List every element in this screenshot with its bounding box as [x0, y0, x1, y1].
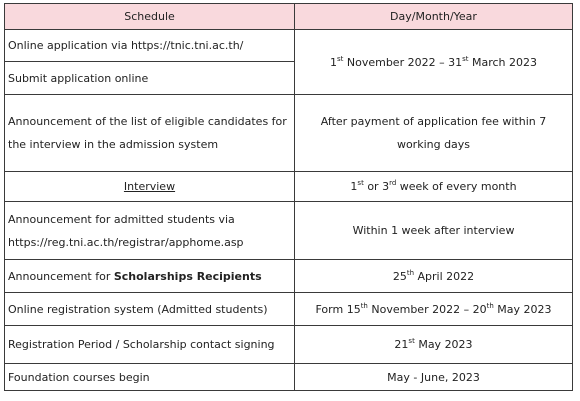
- schedule-cell: Submit application online: [5, 62, 295, 95]
- table-row: [5, 202, 573, 260]
- table-row: [5, 364, 573, 391]
- schedule-table: [4, 3, 573, 391]
- header-date: Day/Month/Year: [295, 4, 573, 30]
- schedule-cell: Announcement of the list of eligible candidates for the interview in the admission system: [5, 95, 295, 172]
- schedule-cell: Announcement for Scholarships Recipients: [5, 260, 295, 293]
- date-cell: Within 1 week after interview: [295, 202, 573, 260]
- schedule-cell: Registration Period / Scholarship contact signing: [5, 326, 295, 364]
- date-cell: 1st or 3rd week of every month: [295, 172, 573, 202]
- table-row: [5, 30, 573, 62]
- schedule-cell: Online registration system (Admitted students): [5, 293, 295, 326]
- date-cell: Form 15th November 2022 – 20th May 2023: [295, 293, 573, 326]
- table-row: [5, 293, 573, 326]
- date-cell: May - June, 2023: [295, 364, 573, 391]
- date-cell: 25th April 2022: [295, 260, 573, 293]
- date-cell: After payment of application fee within 7 working days: [295, 95, 573, 172]
- table-row: [5, 172, 573, 202]
- table-row: [5, 326, 573, 364]
- schedule-cell: Announcement for admitted students via https://reg.tni.ac.th/registrar/apphome.asp: [5, 202, 295, 260]
- header-schedule: Schedule: [5, 4, 295, 30]
- table-header-row: [5, 4, 573, 30]
- schedule-cell: Foundation courses begin: [5, 364, 295, 391]
- schedule-cell: Online application via https://tnic.tni.ac.th/: [5, 30, 295, 62]
- table-row: [5, 95, 573, 172]
- date-cell: 21st May 2023: [295, 326, 573, 364]
- table-row: [5, 260, 573, 293]
- schedule-cell: Interview: [5, 172, 295, 202]
- date-cell: 1st November 2022 – 31st March 2023: [295, 30, 573, 95]
